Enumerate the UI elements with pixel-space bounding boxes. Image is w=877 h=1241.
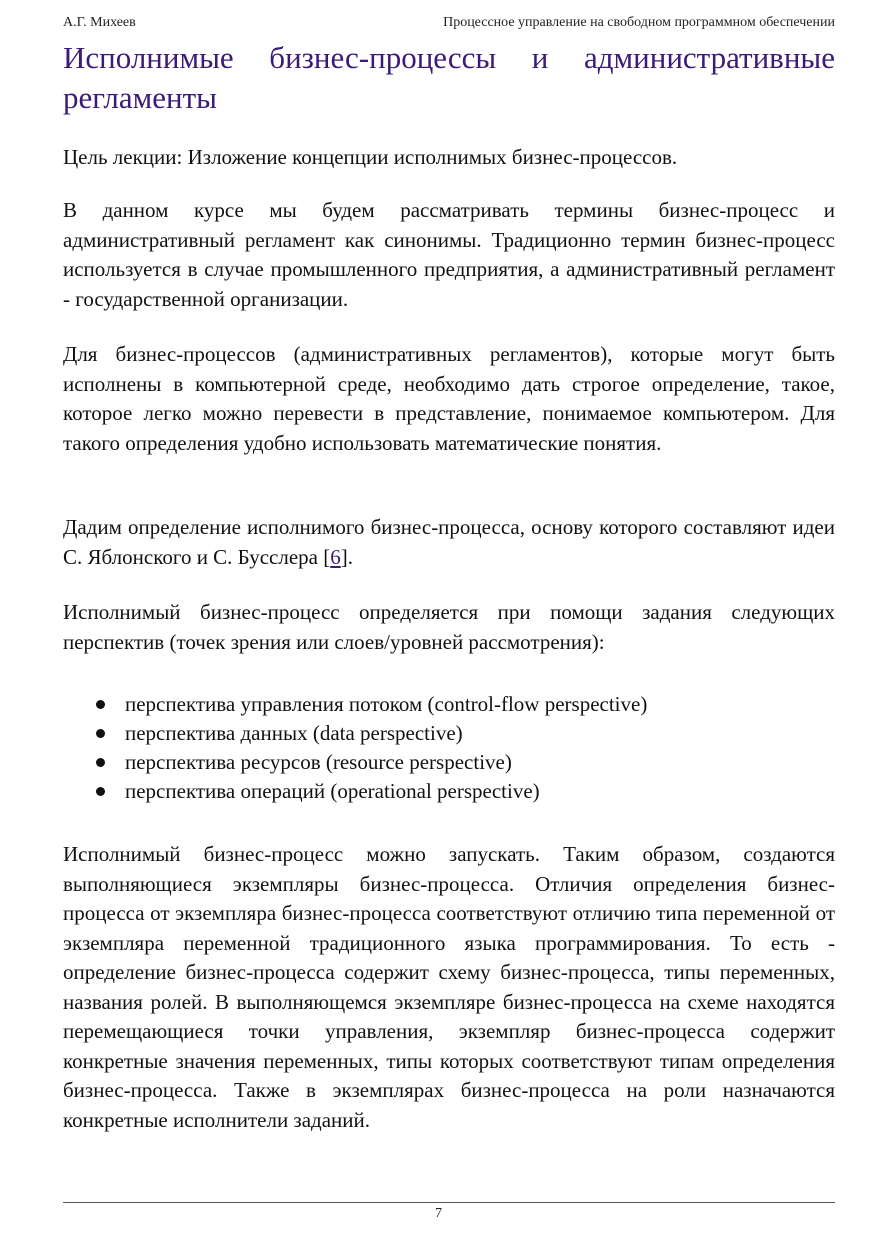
goal-label: Цель лекции: (63, 145, 183, 169)
perspectives-list (63, 690, 835, 806)
running-header (63, 15, 835, 35)
paragraph-perspectives-intro: Исполнимый бизнес-процесс определяется при помощи задания следующих перспектив (точек зрения или слоев/уровней рассмотрения): (63, 600, 835, 654)
bullet-icon (96, 700, 105, 709)
bullet-icon (96, 758, 105, 767)
paragraph-strict-definition: Для бизнес-процессов (административных регламентов), которые могут быть исполнены в компьютерной среде, необходимо дать строгое определение, такое, которое легко можно перевести в представление, понимаемое компьютером. Для такого определения удобно использовать математические понятия. (63, 342, 835, 455)
list-item-text: перспектива ресурсов (resource perspective) (125, 750, 512, 774)
paragraph-instances: Исполнимый бизнес-процесс можно запускать. Таким образом, создаются выполняющиеся экземпляры бизнес-процесса. Отличия определения бизнес-процесса от экземпляра бизнес-процесса соответствуют отличию типа переменной от экземпляра переменной традиционного языка программирования. То есть - определение бизнес-процесса содержит схему бизнес-процесса, типы переменных, названия ролей. В выполняющемся экземпляре бизнес-процесса на схеме находятся перемещающиеся точки управления, экземпляр бизнес-процесса содержит конкретные значения переменных, типы которых соответствуют типам определения бизнес-процесса. Также в экземплярах бизнес-процесса на роли назначаются конкретные исполнители заданий. (63, 842, 835, 1132)
list-item-text: перспектива операций (operational perspective) (125, 779, 540, 803)
reference-link[interactable]: 6 (330, 544, 341, 569)
list-item-text: перспектива управления потоком (control-flow perspective) (125, 692, 648, 716)
bullet-icon (96, 787, 105, 796)
paragraph-definition-source (63, 513, 835, 572)
goal-text: Изложение концепции исполнимых бизнес-процессов. (187, 145, 678, 169)
list-item (63, 777, 835, 806)
lecture-goal (63, 143, 835, 172)
paragraph-synonyms: В данном курсе мы будем рассматривать термины бизнес-процесс и административный регламент как синонимы. Традиционно термин бизнес-процесс используется в случае промышленного предприятия, а административный регламент - государственной организации. (63, 198, 835, 311)
list-item (63, 690, 835, 719)
bullet-icon (96, 729, 105, 738)
list-item-text: перспектива данных (data perspective) (125, 721, 463, 745)
page-number: 7 (435, 1206, 442, 1221)
lecture-title: Исполнимые бизнес-процессы и административные регламенты (63, 40, 835, 115)
footer-divider (63, 1202, 835, 1203)
header-course-title: Процессное управление на свободном программном обеспечении (443, 15, 835, 30)
list-item (63, 719, 835, 748)
list-item (63, 748, 835, 777)
definition-text-before: Дадим определение исполнимого бизнес-процесса, основу которого составляют идеи С. Яблонского и С. Бусслера [ (63, 515, 835, 569)
header-author: А.Г. Михеев (63, 15, 136, 30)
definition-text-after: ]. (340, 544, 353, 569)
